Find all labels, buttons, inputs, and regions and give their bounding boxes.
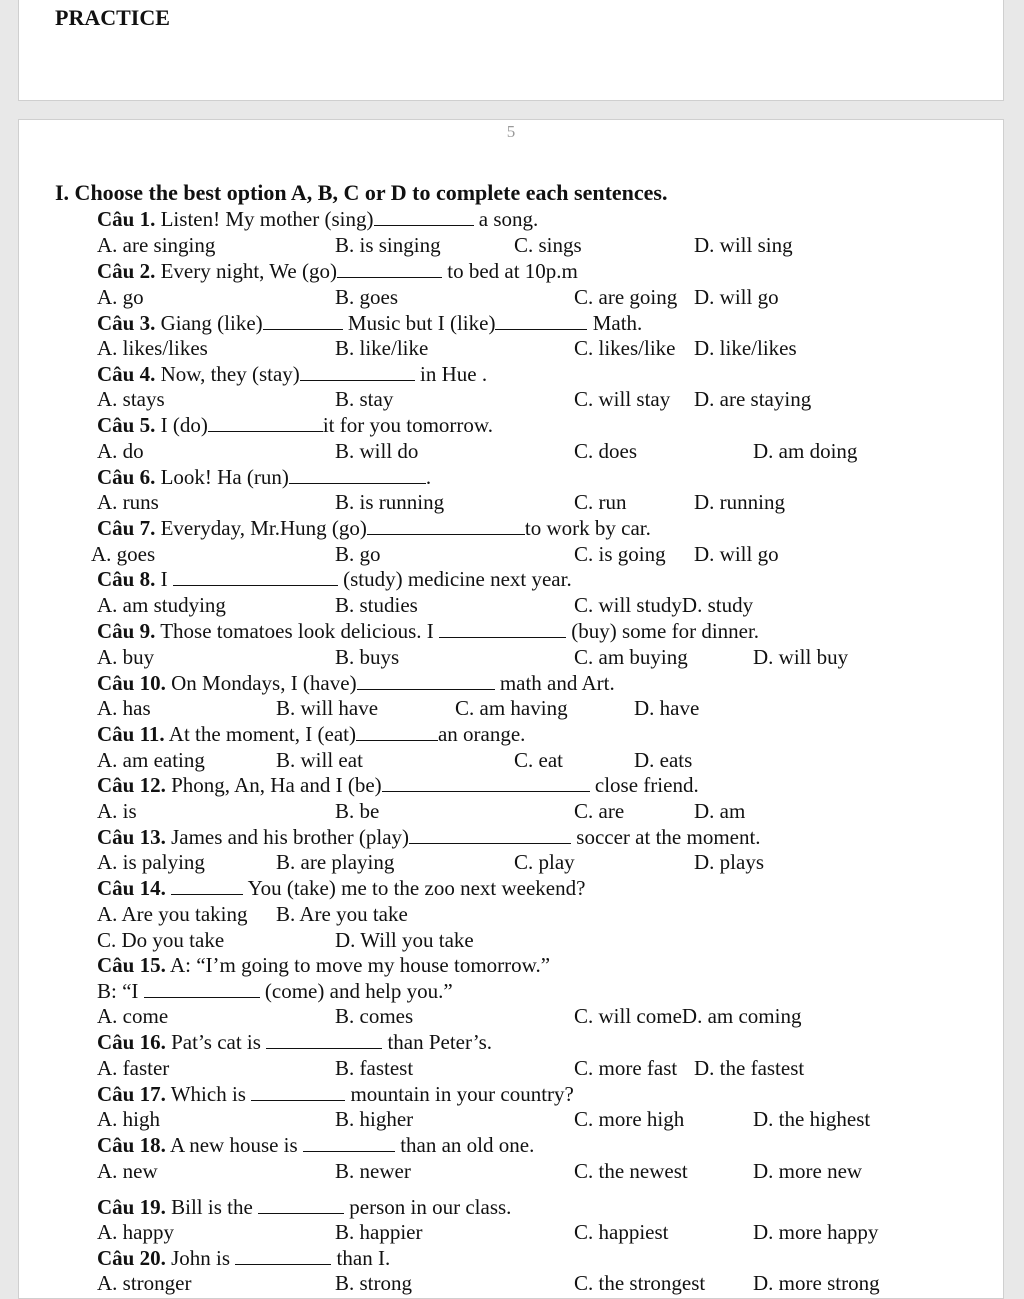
question-20 <box>97 1246 390 1270</box>
option-2-b: B. goes <box>335 285 398 309</box>
question-number: Câu 7. <box>97 516 156 540</box>
answer-blank <box>409 825 571 844</box>
option-16-b: B. fastest <box>335 1056 414 1080</box>
question-text: than Peter’s. <box>382 1030 493 1054</box>
question-number: Câu 11. <box>97 722 165 746</box>
question-16 <box>97 1030 492 1054</box>
answer-blank <box>382 773 590 792</box>
question-text: Look! Ha (run) <box>155 465 289 489</box>
question-text: Math. <box>587 311 643 335</box>
question-3 <box>97 311 642 335</box>
option-12-b: B. be <box>335 799 380 823</box>
answer-blank <box>300 362 415 381</box>
option-16-d: D. the fastest <box>694 1056 805 1080</box>
answer-blank <box>289 465 426 484</box>
option-4-b: B. stay <box>335 387 394 411</box>
option-1-c: C. sings <box>514 233 582 257</box>
question-10 <box>97 671 615 695</box>
option-6-b: B. is running <box>335 490 445 514</box>
option-20-c: C. the strongest <box>574 1271 706 1295</box>
option-9-b: B. buys <box>335 645 400 669</box>
question-text: I <box>155 567 173 591</box>
option-10-d: D. have <box>634 696 700 720</box>
question-text: (buy) some for dinner. <box>566 619 760 643</box>
answer-blank <box>337 259 442 278</box>
answer-blank <box>171 876 243 895</box>
question-text: Giang (like) <box>155 311 263 335</box>
question-number: Câu 1. <box>97 207 156 231</box>
option-16-a: A. faster <box>97 1056 170 1080</box>
option-10-a: A. has <box>97 696 151 720</box>
question-6 <box>97 465 431 489</box>
option-4-d: D. are staying <box>694 387 812 411</box>
question-number: Câu 2. <box>97 259 156 283</box>
option-3-c: C. likes/like <box>574 336 676 360</box>
option-1-b: B. is singing <box>335 233 441 257</box>
option-14-c: C. Do you take <box>97 928 225 952</box>
question-15-line-2 <box>97 979 453 1003</box>
question-number: Câu 8. <box>97 567 156 591</box>
option-10-b: B. will have <box>276 696 379 720</box>
page-top <box>18 0 1004 101</box>
question-17 <box>97 1082 574 1106</box>
option-1-a: A. are singing <box>97 233 216 257</box>
option-19-d: D. more happy <box>753 1220 879 1244</box>
question-number: Câu 17. <box>97 1082 166 1106</box>
option-18-a: A. new <box>97 1159 158 1183</box>
option-12-d: D. am <box>694 799 746 823</box>
question-text: to bed at 10p.m <box>442 259 578 283</box>
question-text: Bill is the <box>165 1195 259 1219</box>
question-text: Music but I (like) <box>342 311 496 335</box>
option-5-b: B. will do <box>335 439 419 463</box>
question-text: than I. <box>331 1246 391 1270</box>
question-text: to work by car. <box>524 516 651 540</box>
practice-heading: PRACTICE <box>55 5 170 30</box>
question-text: soccer at the moment. <box>571 825 761 849</box>
question-2 <box>97 259 578 283</box>
option-13-d: D. plays <box>694 850 764 874</box>
answer-blank <box>356 722 438 741</box>
option-5-a: A. do <box>97 439 144 463</box>
answer-blank <box>251 1082 345 1101</box>
answer-blank <box>144 979 260 998</box>
option-9-a: A. buy <box>97 645 155 669</box>
option-17-d: D. the highest <box>753 1107 871 1131</box>
question-text: Every night, We (go) <box>155 259 337 283</box>
option-11-c: C. eat <box>514 748 563 772</box>
question-14 <box>97 876 585 900</box>
question-19 <box>97 1195 511 1219</box>
option-14-d: D. Will you take <box>335 928 474 952</box>
option-20-b: B. strong <box>335 1271 413 1295</box>
option-17-b: B. higher <box>335 1107 414 1131</box>
answer-blank <box>357 671 495 690</box>
answer-blank <box>266 1030 382 1049</box>
option-17-c: C. more high <box>574 1107 685 1131</box>
option-20-a: A. stronger <box>97 1271 192 1295</box>
question-text: an orange. <box>437 722 526 746</box>
question-18 <box>97 1133 534 1157</box>
option-3-a: A. likes/likes <box>97 336 208 360</box>
question-text: math and Art. <box>494 671 615 695</box>
option-14-a: A. Are you taking <box>97 902 248 926</box>
option-7-d: D. will go <box>694 542 779 566</box>
question-11 <box>97 722 525 746</box>
option-6-a: A. runs <box>97 490 159 514</box>
question-text: it for you tomorrow. <box>322 413 493 437</box>
question-number: Câu 20. <box>97 1246 166 1270</box>
section-title: I. Choose the best option A, B, C or D to complete each sentences. <box>55 180 668 205</box>
question-text: B: “I <box>97 979 144 1003</box>
question-number: Câu 4. <box>97 362 156 386</box>
question-text: At the moment, I (eat) <box>164 722 356 746</box>
question-text: Everyday, Mr.Hung (go) <box>155 516 367 540</box>
question-text: a song. <box>473 207 539 231</box>
question-15 <box>97 953 550 977</box>
question-text: On Mondays, I (have) <box>165 671 357 695</box>
question-7 <box>97 516 651 540</box>
question-text: (come) and help you.” <box>259 979 453 1003</box>
answer-blank <box>374 207 474 226</box>
question-text: A: “I’m going to move my house tomorrow.” <box>165 953 551 977</box>
page-number: 5 <box>506 122 516 141</box>
option-12-a: A. is <box>97 799 137 823</box>
question-text: Phong, An, Ha and I (be) <box>165 773 382 797</box>
question-text: close friend. <box>589 773 699 797</box>
option-16-c: C. more fast <box>574 1056 678 1080</box>
option-3-d: D. like/likes <box>694 336 797 360</box>
answer-blank <box>235 1246 331 1265</box>
option-12-c: C. are <box>574 799 625 823</box>
option-5-d: D. am doing <box>753 439 858 463</box>
question-13 <box>97 825 761 849</box>
option-11-b: B. will eat <box>276 748 363 772</box>
option-19-c: C. happiest <box>574 1220 669 1244</box>
option-7-c: C. is going <box>574 542 666 566</box>
answer-blank <box>263 311 343 330</box>
option-15-a: A. come <box>97 1004 169 1028</box>
option-18-d: D. more new <box>753 1159 863 1183</box>
option-18-b: B. newer <box>335 1159 411 1183</box>
question-number: Câu 12. <box>97 773 166 797</box>
page-main <box>18 119 1004 1299</box>
answer-blank <box>208 413 323 432</box>
question-text: in Hue . <box>414 362 488 386</box>
question-text: (study) medicine next year. <box>337 567 572 591</box>
question-number: Câu 9. <box>97 619 156 643</box>
option-19-a: A. happy <box>97 1220 174 1244</box>
answer-blank <box>495 311 587 330</box>
question-text: mountain in your country? <box>345 1082 574 1106</box>
question-number: Câu 5. <box>97 413 156 437</box>
question-9 <box>97 619 759 643</box>
question-4 <box>97 362 487 386</box>
option-5-c: C. does <box>574 439 637 463</box>
question-5 <box>97 413 493 437</box>
question-number: Câu 3. <box>97 311 156 335</box>
option-13-c: C. play <box>514 850 575 874</box>
option-18-c: C. the newest <box>574 1159 688 1183</box>
question-text: Which is <box>165 1082 252 1106</box>
option-13-b: B. are playing <box>276 850 395 874</box>
question-number: Câu 10. <box>97 671 166 695</box>
option-8-a: A. am studying <box>97 593 226 617</box>
answer-blank <box>439 619 566 638</box>
question-text: I (do) <box>155 413 208 437</box>
question-12 <box>97 773 699 797</box>
option-10-c: C. am having <box>455 696 568 720</box>
answer-blank <box>173 567 338 586</box>
question-number: Câu 14. <box>97 876 166 900</box>
option-7-a: A. goes <box>91 542 156 566</box>
question-text: Now, they (stay) <box>155 362 300 386</box>
option-8-b: B. studies <box>335 593 418 617</box>
option-15-b: B. comes <box>335 1004 414 1028</box>
option-11-a: A. am eating <box>97 748 205 772</box>
question-text: James and his brother (play) <box>165 825 410 849</box>
option-6-d: D. running <box>694 490 785 514</box>
answer-blank <box>258 1195 344 1214</box>
option-4-a: A. stays <box>97 387 165 411</box>
option-13-a: A. is palying <box>97 850 205 874</box>
option-2-c: C. are going <box>574 285 678 309</box>
question-text: . <box>425 465 432 489</box>
option-9-d: D. will buy <box>753 645 849 669</box>
question-text: than an old one. <box>394 1133 535 1157</box>
option-7-b: B. go <box>335 542 381 566</box>
option-6-c: C. run <box>574 490 627 514</box>
option-15-c: C. will comeD. am coming <box>574 1004 802 1028</box>
question-number: Câu 16. <box>97 1030 166 1054</box>
option-2-a: A. go <box>97 285 144 309</box>
question-text: A new house is <box>165 1133 303 1157</box>
question-number: Câu 15. <box>97 953 166 977</box>
option-11-d: D. eats <box>634 748 693 772</box>
option-20-d: D. more strong <box>753 1271 880 1295</box>
question-text: Those tomatoes look delicious. I <box>155 619 440 643</box>
question-text: Pat’s cat is <box>165 1030 267 1054</box>
question-8 <box>97 567 572 591</box>
option-3-b: B. like/like <box>335 336 429 360</box>
question-number: Câu 13. <box>97 825 166 849</box>
question-text: You (take) me to the zoo next weekend? <box>243 876 586 900</box>
option-4-c: C. will stay <box>574 387 671 411</box>
question-text: person in our class. <box>344 1195 512 1219</box>
question-number: Câu 18. <box>97 1133 166 1157</box>
option-19-b: B. happier <box>335 1220 423 1244</box>
option-2-d: D. will go <box>694 285 779 309</box>
option-9-c: C. am buying <box>574 645 688 669</box>
option-8-c: C. will studyD. study <box>574 593 754 617</box>
option-14-b: B. Are you take <box>276 902 408 926</box>
question-1 <box>97 207 538 231</box>
question-number: Câu 19. <box>97 1195 166 1219</box>
question-text: Listen! My mother (sing) <box>155 207 374 231</box>
answer-blank <box>367 516 525 535</box>
option-1-d: D. will sing <box>694 233 793 257</box>
question-number: Câu 6. <box>97 465 156 489</box>
answer-blank <box>303 1133 395 1152</box>
option-17-a: A. high <box>97 1107 160 1131</box>
question-text: John is <box>165 1246 236 1270</box>
